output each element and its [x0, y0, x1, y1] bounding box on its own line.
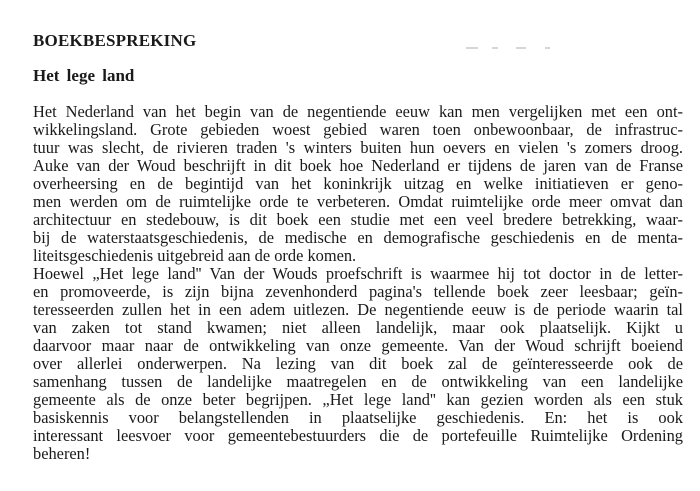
body-line: overheersing en de begintijd van het koninkrijk uitzag en welke initiatieven er geno- [33, 174, 683, 193]
article-body [33, 103, 683, 463]
body-line: tuur was slecht, de rivieren traden 's winters buiten hun oevers en vielen 's zomers droog. [33, 138, 683, 157]
body-line: daarvoor maar naar de ontwikkeling van onze gemeente. Van der Woud schrijft boeiend [33, 336, 683, 355]
body-line: architectuur en stedebouw, is dit boek een studie met een veel bredere betrekking, waar- [33, 210, 683, 229]
scan-speck [492, 47, 498, 49]
body-line: Het Nederland van het begin van de negentiende eeuw kan men vergelijken met een ont- [33, 102, 683, 121]
body-line: Hoewel „Het lege land'' Van der Wouds proefschrift is waarmee hij tot doctor in de letter- [33, 264, 683, 283]
body-line: basiskennis voor belangstellenden in plaatselijke geschiedenis. En: het is ook [33, 408, 683, 427]
body-line: teresseerden zullen het in een adem uitlezen. De negentiende eeuw is de periode waarin tal [33, 300, 683, 319]
body-line: wikkelingsland. Grote gebieden woest gebied waren toen onbewoonbaar, de infrastruc- [33, 120, 683, 139]
scan-speck [516, 47, 526, 49]
body-line: interessant leesvoer voor gemeentebestuurders die de portefeuille Ruimtelijke Ordening [33, 426, 683, 445]
body-line: over allerlei onderwerpen. Na lezing van dit boek zal de geïnteresseerde ook de [33, 354, 683, 373]
body-line: men werden om de ruimtelijke orde te verbeteren. Omdat ruimtelijke orde meer omvat dan [33, 192, 683, 211]
scan-speck [466, 47, 478, 49]
body-line: samenhang tussen de landelijke maatregelen en de ontwikkeling van een landelijke [33, 372, 683, 391]
section-label: BOEKBESPREKING [33, 31, 197, 50]
article-title: Het lege land [33, 66, 135, 85]
body-line: liteitsgeschiedenis uitgebreid aan de orde komen. [33, 246, 357, 265]
body-line: bij de waterstaatsgeschiedenis, de medische en demografische geschiedenis en de menta- [33, 228, 683, 247]
body-line: gemeente als de onze beter begrijpen. „Het lege land'' kan gezien worden als een stuk [33, 390, 683, 409]
body-line: Auke van der Woud beschrijft in dit boek hoe Nederland er tijdens de jaren van de Franse [33, 156, 683, 175]
body-line: beheren! [33, 444, 91, 463]
body-line: van zaken tot stand kwamen; niet alleen landelijk, maar ook plaatselijk. Kijkt u [33, 318, 683, 337]
scan-speck [545, 47, 550, 49]
body-line: en promoveerde, is zijn bijna zevenhonderd pagina's tellende boek zeer leesbaar; geïn- [33, 282, 683, 301]
